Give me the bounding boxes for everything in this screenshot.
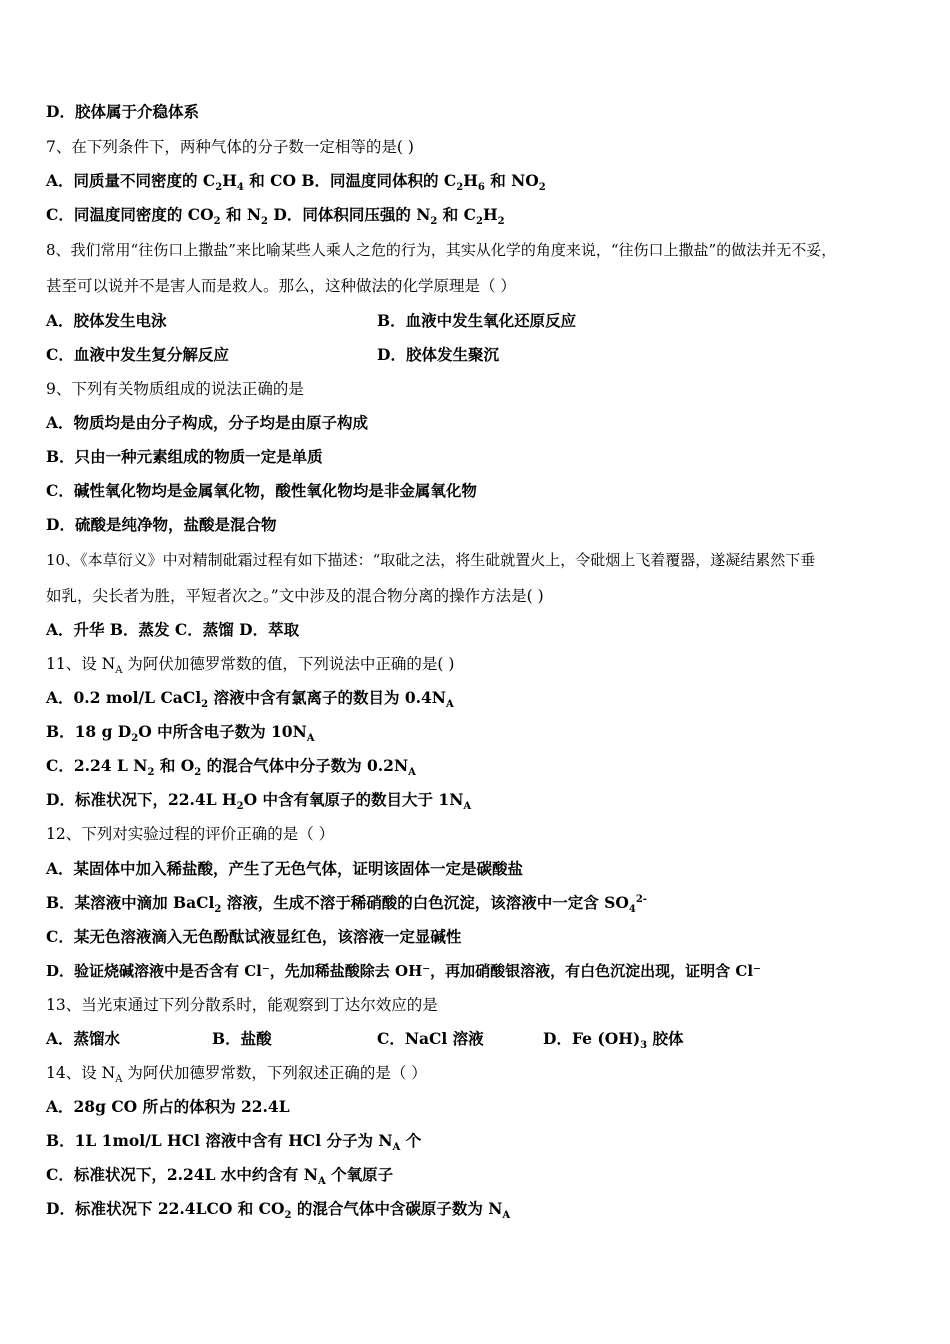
question-11-option-d: D．标准状况下，22.4L $H_2O$ 中含有氧原子的数目大于 $1N_A$ xyxy=(46,790,472,813)
question-12-option-b: B．某溶液中滴加 BaCl$_2$ 溶液，生成不溶于稀硝酸的白色沉淀，该溶液中一定含 $SO_4^{2-}$ xyxy=(46,893,647,916)
question-8-option-d: D．胶体发生聚沉 xyxy=(377,345,499,364)
question-14-option-b: B．1L 1mol/L HCl 溶液中含有 HCl 分子为 $N_A$ 个 xyxy=(46,1131,422,1154)
question-13: 13、当光束通过下列分散系时，能观察到丁达尔效应的是 xyxy=(46,996,438,1014)
option-line: D．胶体属于介稳体系 xyxy=(46,102,199,121)
question-9-option-d: D．硫酸是纯净物，盐酸是混合物 xyxy=(46,515,277,534)
question-11-option-c: C．2.24 L $N_2$ 和 $O_2$ 的混合气体中分子数为 $0.2N_A$ xyxy=(46,756,416,779)
question-8-line1: 8、我们常用“往伤口上撒盐”来比喻某些人乘人之危的行为，其实从化学的角度来说，“往伤口上撒盐”的做法并无不妥， xyxy=(46,241,837,259)
question-13-option-d: D．Fe $(OH)_3$ 胶体 xyxy=(543,1029,684,1052)
question-9-option-b: B．只由一种元素组成的物质一定是单质 xyxy=(46,447,323,466)
question-10-options: A．升华 B．蒸发 C．蒸馏 D．萃取 xyxy=(46,620,300,639)
question-14: 14、设 $N_A$ 为阿伏加德罗常数，下列叙述正确的是（ ） xyxy=(46,1064,427,1086)
question-7-options-cd: C．同温度同密度的 $CO_2$ 和 $N_2$ D．同体积同压强的 $N_2$ 和 $C_2H_2$ xyxy=(46,205,505,228)
question-14-option-a: A．28g CO 所占的体积为 22.4L xyxy=(46,1097,290,1116)
question-9-option-c: C．碱性氧化物均是金属氧化物，酸性氧化物均是非金属氧化物 xyxy=(46,481,477,500)
question-12-option-d: D．验证烧碱溶液中是否含有 Cl⁻，先加稀盐酸除去 OH⁻，再加硝酸银溶液，有白色沉淀出现，证明含 Cl⁻ xyxy=(46,962,761,980)
question-14-option-c: C．标准状况下，2.24L 水中约含有 $N_A$ 个氧原子 xyxy=(46,1165,394,1188)
question-8-option-b: B．血液中发生氧化还原反应 xyxy=(377,311,577,330)
question-14-option-d: D．标准状况下 22.4LCO 和 $CO_2$ 的混合气体中含碳原子数为 $N_A$ xyxy=(46,1199,511,1222)
question-13-option-b: B．盐酸 xyxy=(212,1029,272,1048)
question-12-option-a: A．某固体中加入稀盐酸，产生了无色气体，证明该固体一定是碳酸盐 xyxy=(46,859,524,878)
question-11-option-b: B．18 g $D_2O$ 中所含电子数为 $10N_A$ xyxy=(46,722,315,745)
question-12-option-c: C．某无色溶液滴入无色酚酞试液显红色，该溶液一定显碱性 xyxy=(46,927,462,946)
question-7-options-ab: A．同质量不同密度的 $C_2H_4$ 和 CO B．同温度同体积的 $C_2H_6$ 和 $NO_2$ xyxy=(46,171,546,194)
question-8-option-c: C．血液中发生复分解反应 xyxy=(46,345,229,364)
question-13-option-c: C．NaCl 溶液 xyxy=(377,1029,484,1048)
question-12: 12、下列对实验过程的评价正确的是（ ） xyxy=(46,825,335,843)
question-8-option-a: A．胶体发生电泳 xyxy=(46,311,167,330)
question-11-option-a: A．0.2 mol/L CaCl$_2$ 溶液中含有氯离子的数目为 $0.4N_A$ xyxy=(46,688,454,711)
question-8-line2: 甚至可以说并不是害人而是救人。那么，这种做法的化学原理是（ ） xyxy=(46,277,516,295)
question-13-option-a: A．蒸馏水 xyxy=(46,1029,121,1048)
question-9: 9、下列有关物质组成的说法正确的是 xyxy=(46,380,304,398)
question-11: 11、设 $N_A$ 为阿伏加德罗常数的值，下列说法中正确的是( ) xyxy=(46,655,455,677)
question-10-line2: 如乳，尖长者为胜，平短者次之。”文中涉及的混合物分离的操作方法是( ) xyxy=(46,587,544,605)
question-10-line1: 10、《本草衍义》中对精制砒霜过程有如下描述：“取砒之法，将生砒就置火上，令砒烟上飞着覆器，遂凝结累然下垂 xyxy=(46,551,816,569)
question-9-option-a: A．物质均是由分子构成，分子均是由原子构成 xyxy=(46,413,369,432)
question-7: 7、在下列条件下，两种气体的分子数一定相等的是( ) xyxy=(46,138,414,156)
